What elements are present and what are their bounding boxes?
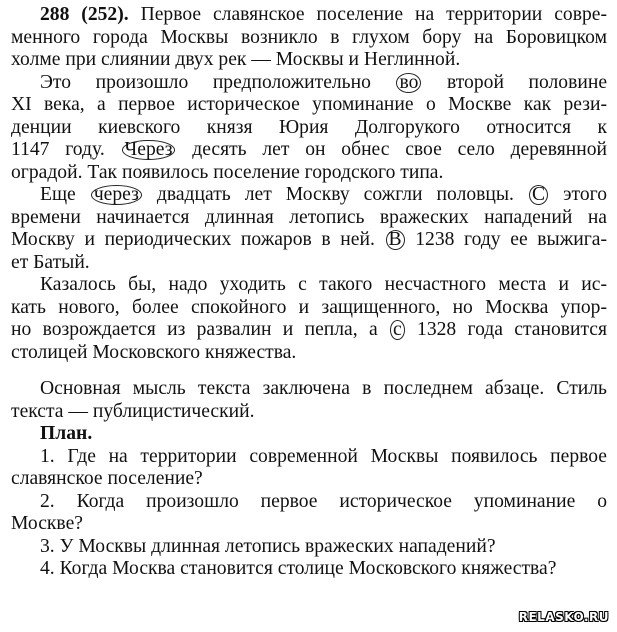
- text-line: XI века, а первое историческое упоминание о Москве как рези-: [11, 94, 607, 115]
- circled-word: С: [529, 185, 548, 205]
- text-line: текста — публицистический.: [11, 400, 255, 422]
- document-page: [11, 4, 607, 581]
- text-line: Казалось бы, надо уходить с такого несчастного места и ис-: [40, 274, 607, 295]
- text-line: ет Батый.: [11, 251, 90, 273]
- plan-item: 2. Когда произошло первое историческое упоминание о: [40, 490, 607, 512]
- text-line: оградой. Так появилось поселение городского типа.: [11, 161, 444, 183]
- circled-word: В: [386, 230, 405, 250]
- text-line: кать нового, более спокойного и защищенного, но Москва упор-: [11, 296, 607, 318]
- circled-word: с: [390, 320, 405, 340]
- plan-item: славянское поселение?: [11, 468, 203, 489]
- text-line: 288 (252). Первое славянское поселение на территории совре-: [40, 4, 607, 25]
- text-line: Это произошло предположительно во второй половине: [40, 71, 607, 93]
- text-line: Еще через двадцать лет Москву сожгли половцы. С этого: [40, 184, 607, 205]
- circled-word: во: [396, 73, 421, 93]
- text-line: столицей Московского княжества.: [11, 341, 297, 363]
- text-line: но возрождается из развалин и пепла, а с 1328 года становится: [11, 319, 607, 340]
- text-line: Москву и периодических пожаров в ней. В 1238 году ее выжига-: [11, 229, 607, 250]
- plan-item: 1. Где на территории современной Москвы появилось первое: [40, 445, 607, 467]
- circled-word: Через: [122, 140, 176, 160]
- watermark: RELASKO.RU: [518, 610, 609, 624]
- text-line: денции киевского князя Юрия Долгорукого относится к: [11, 116, 607, 138]
- plan-item: 4. Когда Москва становится столице Московского княжества?: [40, 558, 557, 579]
- plan-item: Москве?: [11, 513, 83, 534]
- text-line: 1147 году. Через десять лет он обнес свое село деревянной: [11, 139, 607, 160]
- plan-title: План.: [40, 423, 93, 444]
- circled-word: через: [91, 185, 142, 205]
- plan-item: 3. У Москвы длинная летопись вражеских нападений?: [40, 535, 496, 557]
- text-line: Основная мысль текста заключена в последнем абзаце. Стиль: [40, 378, 607, 399]
- task-number: 288 (252).: [40, 4, 129, 25]
- text-line: холме при слиянии двух рек — Москвы и Неглинной.: [11, 49, 461, 70]
- text-line: времени начинается длинная летопись вражеских нападений на: [11, 206, 607, 228]
- text-line: менного города Москвы возникло в глухом бору на Боровицком: [11, 26, 607, 48]
